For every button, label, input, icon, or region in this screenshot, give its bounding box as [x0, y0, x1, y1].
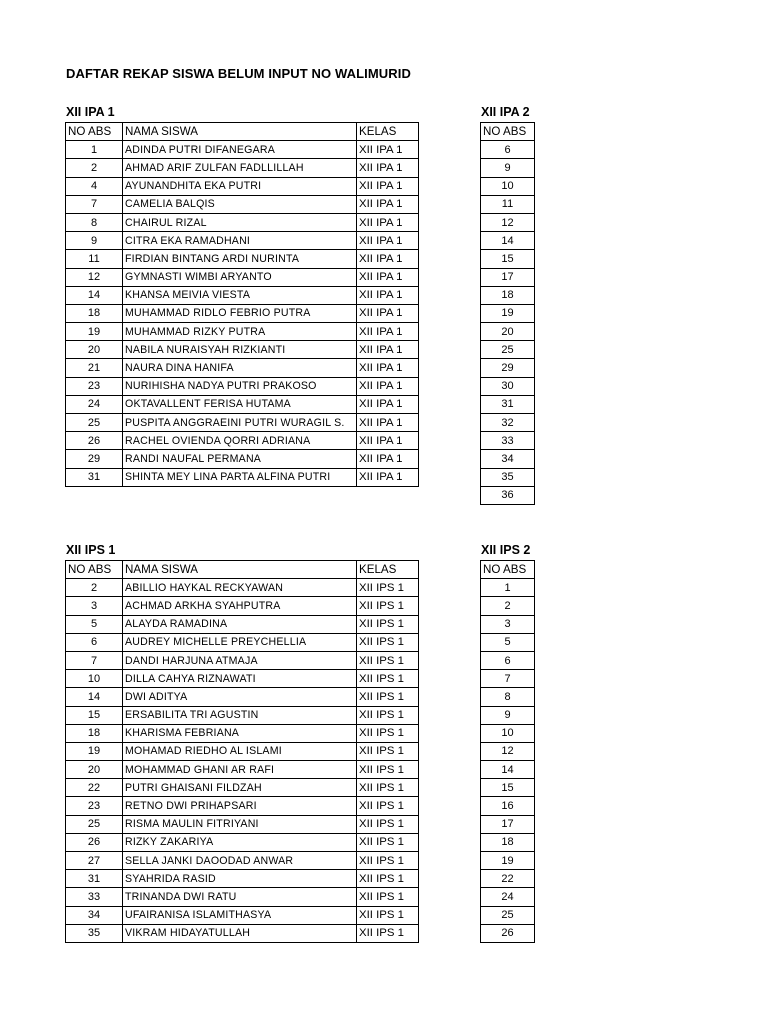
table-row — [481, 597, 535, 615]
cell-no-abs: 19 — [481, 304, 535, 322]
cell-kelas: XII IPA 1 — [357, 141, 419, 159]
cell-no-abs: 14 — [481, 232, 535, 250]
table-row — [66, 232, 419, 250]
table-row — [481, 250, 535, 268]
cell-no-abs: 2 — [66, 579, 123, 597]
class-table-ipa2 — [480, 122, 535, 505]
cell-kelas: XII IPA 1 — [357, 414, 419, 432]
cell-nama-siswa: CAMELIA BALQIS — [123, 195, 357, 213]
cell-no-abs: 25 — [66, 815, 123, 833]
table-row — [66, 250, 419, 268]
cell-kelas: XII IPS 1 — [357, 742, 419, 760]
table-row — [481, 706, 535, 724]
cell-no-abs: 27 — [66, 852, 123, 870]
cell-nama-siswa: MOHAMMAD GHANI AR RAFI — [123, 761, 357, 779]
section-label-ips2: XII IPS 2 — [481, 543, 531, 557]
table-row — [66, 815, 419, 833]
cell-kelas: XII IPA 1 — [357, 450, 419, 468]
table-header-row — [66, 123, 419, 141]
table-row — [66, 870, 419, 888]
cell-nama-siswa: NURIHISHA NADYA PUTRI PRAKOSO — [123, 377, 357, 395]
cell-no-abs: 4 — [66, 177, 123, 195]
cell-nama-siswa: PUSPITA ANGGRAEINI PUTRI WURAGIL S. — [123, 414, 357, 432]
cell-no-abs: 18 — [481, 833, 535, 851]
cell-no-abs: 29 — [481, 359, 535, 377]
cell-kelas: XII IPS 1 — [357, 579, 419, 597]
cell-no-abs: 14 — [481, 761, 535, 779]
cell-nama-siswa: RETNO DWI PRIHAPSARI — [123, 797, 357, 815]
table-row — [66, 359, 419, 377]
cell-no-abs: 26 — [66, 833, 123, 851]
table-header-row — [481, 123, 535, 141]
cell-nama-siswa: DILLA CAHYA RIZNAWATI — [123, 670, 357, 688]
cell-no-abs: 1 — [481, 579, 535, 597]
cell-nama-siswa: SHINTA MEY LINA PARTA ALFINA PUTRI — [123, 468, 357, 486]
cell-kelas: XII IPS 1 — [357, 924, 419, 942]
cell-no-abs: 19 — [481, 852, 535, 870]
cell-no-abs: 1 — [66, 141, 123, 159]
cell-no-abs: 10 — [481, 724, 535, 742]
table-row — [66, 597, 419, 615]
cell-no-abs: 24 — [481, 888, 535, 906]
cell-kelas: XII IPS 1 — [357, 651, 419, 669]
cell-no-abs: 14 — [66, 286, 123, 304]
cell-nama-siswa: MOHAMAD RIEDHO AL ISLAMI — [123, 742, 357, 760]
cell-nama-siswa: TRINANDA DWI RATU — [123, 888, 357, 906]
table-row — [66, 141, 419, 159]
cell-no-abs: 15 — [66, 706, 123, 724]
column-header-no-abs: NO ABS — [66, 123, 123, 141]
cell-kelas: XII IPS 1 — [357, 597, 419, 615]
table-row — [481, 833, 535, 851]
table-row — [481, 232, 535, 250]
cell-no-abs: 9 — [481, 706, 535, 724]
table-row — [481, 651, 535, 669]
cell-no-abs: 22 — [66, 779, 123, 797]
table-row — [481, 323, 535, 341]
cell-kelas: XII IPS 1 — [357, 797, 419, 815]
table-row — [481, 341, 535, 359]
table-row — [481, 450, 535, 468]
cell-no-abs: 9 — [66, 232, 123, 250]
cell-nama-siswa: ALAYDA RAMADINA — [123, 615, 357, 633]
cell-no-abs: 30 — [481, 377, 535, 395]
cell-no-abs: 36 — [481, 486, 535, 504]
table-row — [481, 268, 535, 286]
table-row — [481, 670, 535, 688]
column-header-no-abs: NO ABS — [481, 123, 535, 141]
cell-no-abs: 19 — [66, 323, 123, 341]
cell-nama-siswa: SYAHRIDA RASID — [123, 870, 357, 888]
table-row — [481, 688, 535, 706]
table-row — [481, 359, 535, 377]
cell-kelas: XII IPS 1 — [357, 633, 419, 651]
cell-no-abs: 22 — [481, 870, 535, 888]
cell-no-abs: 32 — [481, 414, 535, 432]
table-row — [66, 323, 419, 341]
cell-nama-siswa: MUHAMMAD RIZKY PUTRA — [123, 323, 357, 341]
cell-kelas: XII IPA 1 — [357, 286, 419, 304]
table-row — [481, 724, 535, 742]
column-header-kelas: KELAS — [357, 561, 419, 579]
cell-kelas: XII IPA 1 — [357, 195, 419, 213]
cell-no-abs: 20 — [481, 323, 535, 341]
table-row — [66, 651, 419, 669]
cell-nama-siswa: ACHMAD ARKHA SYAHPUTRA — [123, 597, 357, 615]
table-row — [66, 395, 419, 413]
table-row — [481, 286, 535, 304]
cell-no-abs: 26 — [481, 924, 535, 942]
table-row — [66, 833, 419, 851]
table-row — [481, 486, 535, 504]
cell-kelas: XII IPS 1 — [357, 779, 419, 797]
table-row — [481, 906, 535, 924]
cell-no-abs: 15 — [481, 250, 535, 268]
cell-kelas: XII IPA 1 — [357, 213, 419, 231]
cell-no-abs: 35 — [66, 924, 123, 942]
cell-nama-siswa: NAURA DINA HANIFA — [123, 359, 357, 377]
cell-no-abs: 25 — [481, 341, 535, 359]
cell-kelas: XII IPS 1 — [357, 761, 419, 779]
cell-kelas: XII IPA 1 — [357, 359, 419, 377]
section-label-ipa1: XII IPA 1 — [66, 105, 115, 119]
cell-no-abs: 31 — [66, 468, 123, 486]
class-table-ips1 — [65, 560, 419, 943]
class-table-ips2 — [480, 560, 535, 943]
cell-kelas: XII IPS 1 — [357, 688, 419, 706]
table-row — [481, 888, 535, 906]
cell-no-abs: 17 — [481, 268, 535, 286]
cell-kelas: XII IPA 1 — [357, 232, 419, 250]
cell-no-abs: 33 — [66, 888, 123, 906]
table-row — [481, 141, 535, 159]
cell-kelas: XII IPA 1 — [357, 304, 419, 322]
cell-kelas: XII IPS 1 — [357, 852, 419, 870]
table-row — [481, 579, 535, 597]
table-row — [66, 195, 419, 213]
table-row — [481, 468, 535, 486]
cell-kelas: XII IPA 1 — [357, 177, 419, 195]
column-header-no-abs: NO ABS — [481, 561, 535, 579]
cell-kelas: XII IPS 1 — [357, 724, 419, 742]
cell-no-abs: 31 — [66, 870, 123, 888]
cell-no-abs: 11 — [481, 195, 535, 213]
table-row — [66, 706, 419, 724]
table-row — [66, 468, 419, 486]
table-row — [481, 377, 535, 395]
cell-no-abs: 34 — [481, 450, 535, 468]
cell-no-abs: 29 — [66, 450, 123, 468]
cell-nama-siswa: CITRA EKA RAMADHANI — [123, 232, 357, 250]
cell-no-abs: 10 — [66, 670, 123, 688]
cell-no-abs: 21 — [66, 359, 123, 377]
cell-nama-siswa: AYUNANDHITA EKA PUTRI — [123, 177, 357, 195]
cell-nama-siswa: RISMA MAULIN FITRIYANI — [123, 815, 357, 833]
cell-no-abs: 7 — [66, 195, 123, 213]
table-row — [66, 670, 419, 688]
cell-no-abs: 35 — [481, 468, 535, 486]
cell-kelas: XII IPS 1 — [357, 706, 419, 724]
column-header-nama-siswa: NAMA SISWA — [123, 123, 357, 141]
column-header-kelas: KELAS — [357, 123, 419, 141]
cell-no-abs: 17 — [481, 815, 535, 833]
table-row — [481, 924, 535, 942]
table-row — [66, 924, 419, 942]
section-label-ips1: XII IPS 1 — [66, 543, 116, 557]
cell-kelas: XII IPS 1 — [357, 670, 419, 688]
cell-nama-siswa: VIKRAM HIDAYATULLAH — [123, 924, 357, 942]
cell-kelas: XII IPA 1 — [357, 250, 419, 268]
table-row — [481, 213, 535, 231]
cell-nama-siswa: GYMNASTI WIMBI ARYANTO — [123, 268, 357, 286]
cell-kelas: XII IPA 1 — [357, 341, 419, 359]
cell-no-abs: 15 — [481, 779, 535, 797]
cell-no-abs: 25 — [481, 906, 535, 924]
table-row — [481, 797, 535, 815]
cell-nama-siswa: AUDREY MICHELLE PREYCHELLIA — [123, 633, 357, 651]
cell-nama-siswa: RANDI NAUFAL PERMANA — [123, 450, 357, 468]
cell-no-abs: 19 — [66, 742, 123, 760]
column-header-no-abs: NO ABS — [66, 561, 123, 579]
table-row — [481, 761, 535, 779]
table-row — [66, 450, 419, 468]
cell-no-abs: 33 — [481, 432, 535, 450]
cell-kelas: XII IPA 1 — [357, 377, 419, 395]
cell-kelas: XII IPS 1 — [357, 870, 419, 888]
cell-nama-siswa: AHMAD ARIF ZULFAN FADLLILLAH — [123, 159, 357, 177]
cell-kelas: XII IPA 1 — [357, 395, 419, 413]
cell-no-abs: 12 — [481, 742, 535, 760]
cell-nama-siswa: RIZKY ZAKARIYA — [123, 833, 357, 851]
cell-no-abs: 12 — [481, 213, 535, 231]
cell-no-abs: 23 — [66, 377, 123, 395]
cell-no-abs: 18 — [66, 724, 123, 742]
cell-no-abs: 8 — [66, 213, 123, 231]
cell-no-abs: 16 — [481, 797, 535, 815]
cell-kelas: XII IPS 1 — [357, 815, 419, 833]
cell-no-abs: 24 — [66, 395, 123, 413]
cell-nama-siswa: FIRDIAN BINTANG ARDI NURINTA — [123, 250, 357, 268]
cell-no-abs: 10 — [481, 177, 535, 195]
table-row — [481, 177, 535, 195]
table-row — [481, 615, 535, 633]
table-row — [66, 579, 419, 597]
cell-no-abs: 20 — [66, 341, 123, 359]
table-row — [481, 852, 535, 870]
cell-kelas: XII IPS 1 — [357, 615, 419, 633]
table-row — [66, 797, 419, 815]
table-row — [481, 815, 535, 833]
cell-no-abs: 6 — [481, 651, 535, 669]
table-row — [66, 286, 419, 304]
cell-nama-siswa: MUHAMMAD RIDLO FEBRIO PUTRA — [123, 304, 357, 322]
table-row — [66, 906, 419, 924]
cell-nama-siswa: ERSABILITA TRI AGUSTIN — [123, 706, 357, 724]
cell-kelas: XII IPA 1 — [357, 468, 419, 486]
table-row — [66, 633, 419, 651]
document-title: DAFTAR REKAP SISWA BELUM INPUT NO WALIMURID — [66, 66, 411, 81]
cell-no-abs: 18 — [66, 304, 123, 322]
cell-no-abs: 11 — [66, 250, 123, 268]
cell-nama-siswa: RACHEL OVIENDA QORRI ADRIANA — [123, 432, 357, 450]
cell-nama-siswa: ABILLIO HAYKAL RECKYAWAN — [123, 579, 357, 597]
table-row — [66, 341, 419, 359]
cell-no-abs: 14 — [66, 688, 123, 706]
table-row — [66, 724, 419, 742]
cell-nama-siswa: DWI ADITYA — [123, 688, 357, 706]
cell-nama-siswa: OKTAVALLENT FERISA HUTAMA — [123, 395, 357, 413]
table-row — [66, 615, 419, 633]
cell-kelas: XII IPS 1 — [357, 906, 419, 924]
cell-kelas: XII IPA 1 — [357, 432, 419, 450]
table-row — [66, 159, 419, 177]
cell-no-abs: 2 — [481, 597, 535, 615]
cell-no-abs: 6 — [481, 141, 535, 159]
cell-no-abs: 6 — [66, 633, 123, 651]
cell-nama-siswa: ADINDA PUTRI DIFANEGARA — [123, 141, 357, 159]
table-row — [481, 395, 535, 413]
cell-nama-siswa: CHAIRUL RIZAL — [123, 213, 357, 231]
table-row — [481, 779, 535, 797]
table-row — [481, 432, 535, 450]
cell-nama-siswa: SELLA JANKI DAOODAD ANWAR — [123, 852, 357, 870]
cell-nama-siswa: NABILA NURAISYAH RIZKIANTI — [123, 341, 357, 359]
cell-nama-siswa: UFAIRANISA ISLAMITHASYA — [123, 906, 357, 924]
table-row — [66, 852, 419, 870]
table-row — [66, 304, 419, 322]
cell-no-abs: 20 — [66, 761, 123, 779]
table-row — [66, 377, 419, 395]
cell-no-abs: 5 — [66, 615, 123, 633]
cell-nama-siswa: DANDI HARJUNA ATMAJA — [123, 651, 357, 669]
cell-no-abs: 7 — [66, 651, 123, 669]
cell-nama-siswa: KHANSA MEIVIA VIESTA — [123, 286, 357, 304]
section-label-ipa2: XII IPA 2 — [481, 105, 530, 119]
column-header-nama-siswa: NAMA SISWA — [123, 561, 357, 579]
table-row — [66, 742, 419, 760]
table-row — [66, 268, 419, 286]
cell-no-abs: 8 — [481, 688, 535, 706]
cell-kelas: XII IPS 1 — [357, 888, 419, 906]
table-row — [481, 159, 535, 177]
table-row — [66, 432, 419, 450]
cell-no-abs: 25 — [66, 414, 123, 432]
cell-nama-siswa: PUTRI GHAISANI FILDZAH — [123, 779, 357, 797]
table-row — [66, 414, 419, 432]
table-row — [66, 213, 419, 231]
table-row — [66, 177, 419, 195]
cell-no-abs: 23 — [66, 797, 123, 815]
table-row — [481, 633, 535, 651]
cell-no-abs: 3 — [66, 597, 123, 615]
cell-kelas: XII IPS 1 — [357, 833, 419, 851]
table-row — [481, 304, 535, 322]
cell-no-abs: 7 — [481, 670, 535, 688]
cell-no-abs: 26 — [66, 432, 123, 450]
table-header-row — [66, 561, 419, 579]
cell-no-abs: 3 — [481, 615, 535, 633]
cell-no-abs: 5 — [481, 633, 535, 651]
cell-no-abs: 31 — [481, 395, 535, 413]
table-row — [66, 688, 419, 706]
cell-no-abs: 18 — [481, 286, 535, 304]
table-row — [66, 779, 419, 797]
cell-nama-siswa: KHARISMA FEBRIANA — [123, 724, 357, 742]
cell-kelas: XII IPA 1 — [357, 323, 419, 341]
table-row — [481, 195, 535, 213]
cell-no-abs: 34 — [66, 906, 123, 924]
table-row — [481, 870, 535, 888]
table-row — [66, 888, 419, 906]
cell-kelas: XII IPA 1 — [357, 268, 419, 286]
table-row — [66, 761, 419, 779]
table-header-row — [481, 561, 535, 579]
cell-no-abs: 9 — [481, 159, 535, 177]
table-row — [481, 414, 535, 432]
cell-no-abs: 2 — [66, 159, 123, 177]
cell-no-abs: 12 — [66, 268, 123, 286]
class-table-ipa1 — [65, 122, 419, 487]
table-row — [481, 742, 535, 760]
cell-kelas: XII IPA 1 — [357, 159, 419, 177]
